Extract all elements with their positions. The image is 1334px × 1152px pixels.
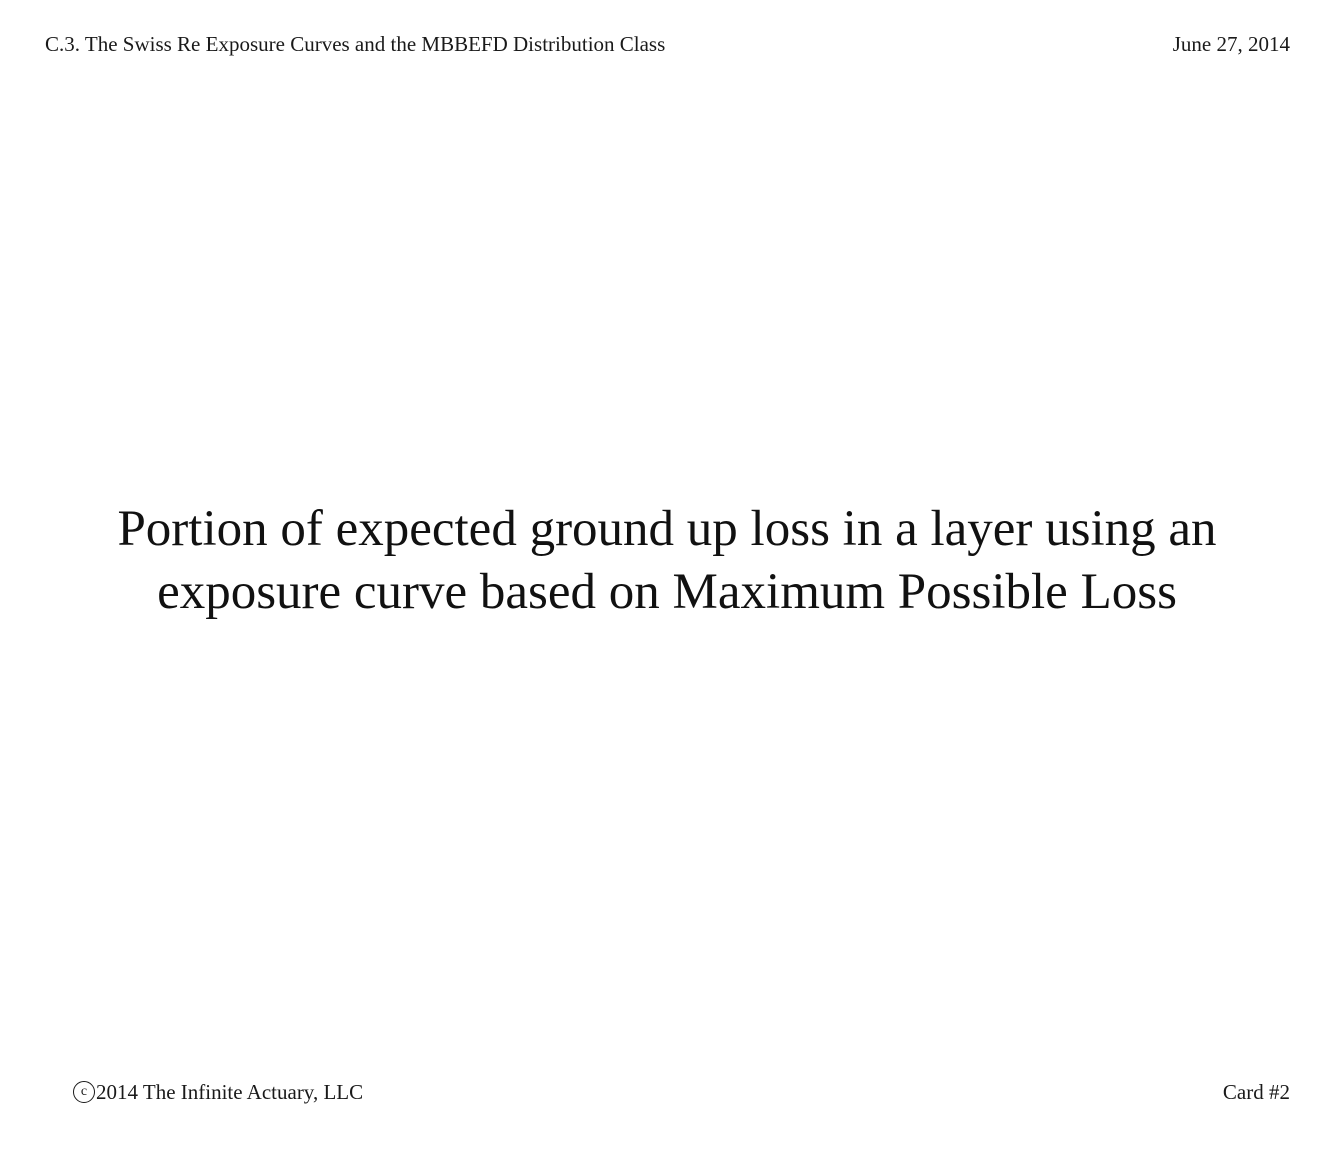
section-title: C.3. The Swiss Re Exposure Curves and the MBBEFD Distribution Class [45, 32, 666, 56]
prompt-line-1: Portion of expected ground up loss in a layer using an [117, 501, 1217, 557]
copyright-text: 2014 The Infinite Actuary, LLC [96, 1080, 364, 1104]
page-footer [73, 1078, 1290, 1106]
card-number: Card #2 [1222, 1080, 1290, 1104]
prompt-line-2: exposure curve based on Maximum Possible Loss [157, 564, 1177, 620]
flashcard-prompt [0, 498, 1334, 624]
copyright-icon: c [73, 1081, 95, 1103]
page-header [45, 30, 1290, 58]
copyright-notice [73, 1078, 363, 1106]
header-date: June 27, 2014 [1172, 32, 1290, 56]
